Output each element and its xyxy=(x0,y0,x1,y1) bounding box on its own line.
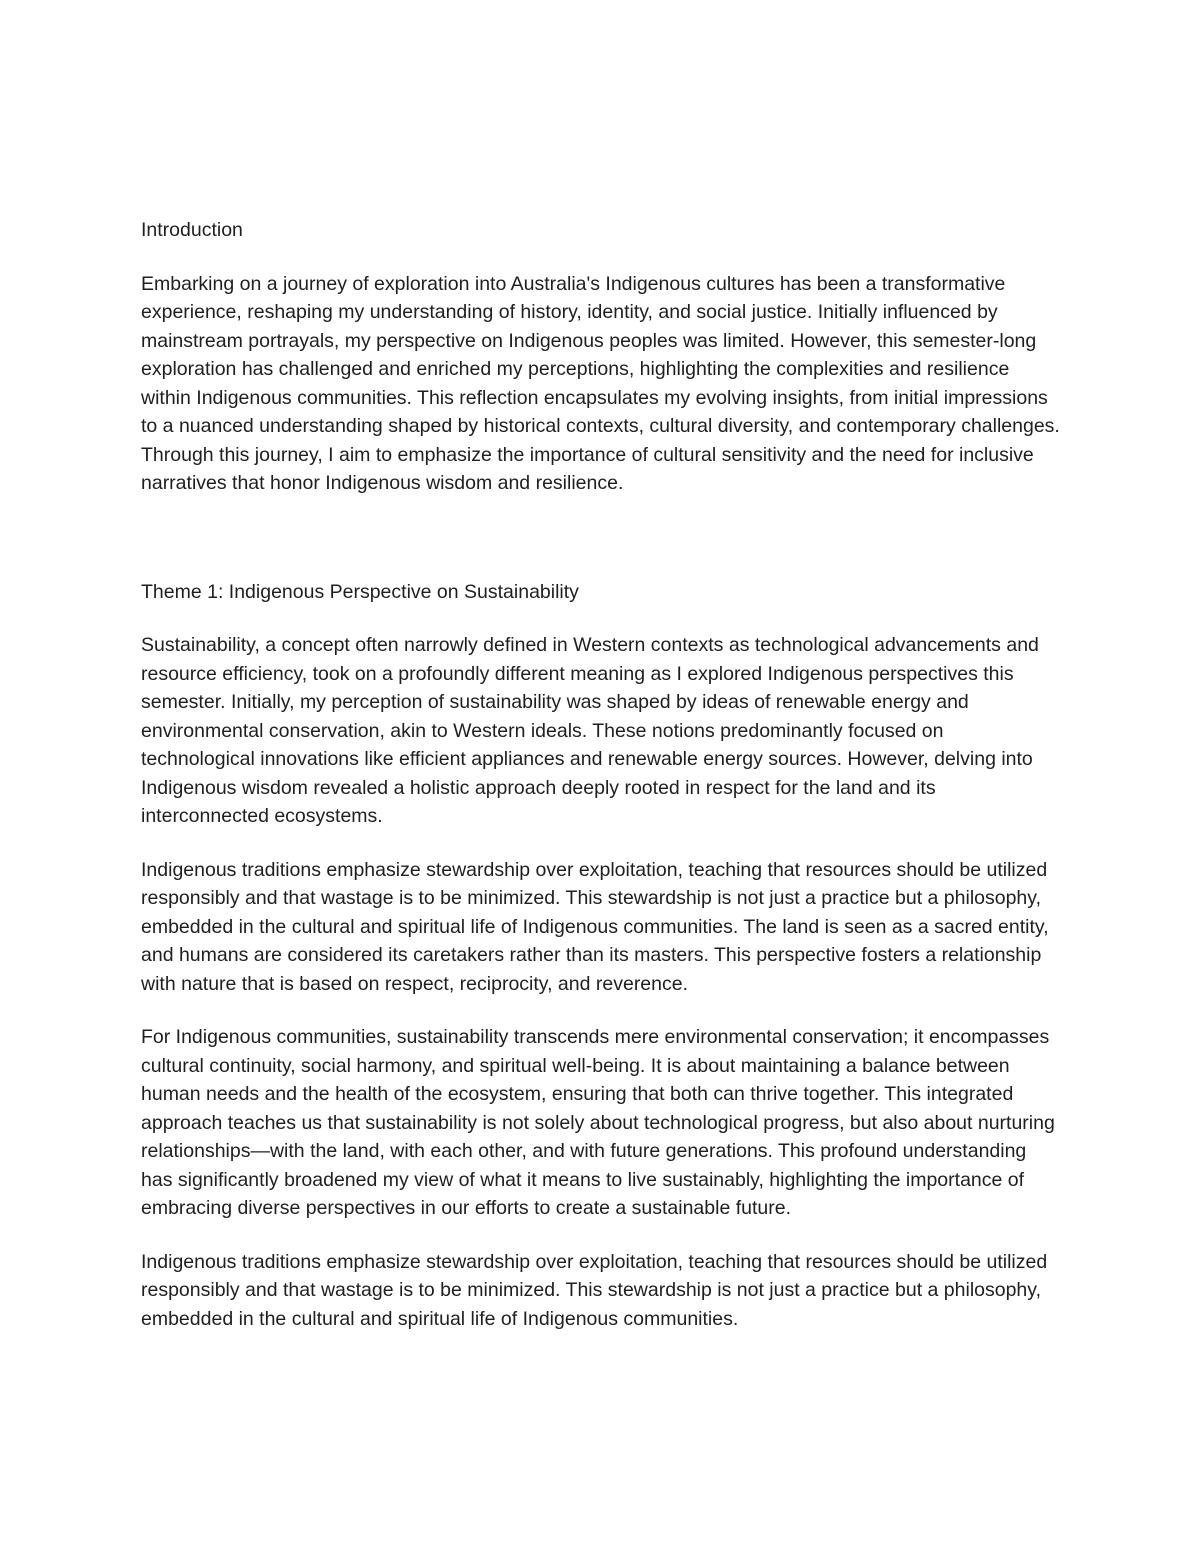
theme1-heading: Theme 1: Indigenous Perspective on Sustainability xyxy=(141,580,579,603)
theme1-paragraph-1: Sustainability, a concept often narrowly defined in Western contexts as technological advancements and resource efficiency, took on a profoundly different meaning as I explored Indigenous perspectives this semester. Initially, my perception of sustainability was shaped by ideas of renewable energy and environmental conservation, akin to Western ideals. These notions predominantly focused on technological innovations like efficient appliances and renewable energy sources. However, delving into Indigenous wisdom revealed a holistic approach deeply rooted in respect for the land and its interconnected ecosystems. xyxy=(141,634,1039,827)
theme1-paragraph-4: Indigenous traditions emphasize stewardship over exploitation, teaching that resources should be utilized responsibly and that wastage is to be minimized. This stewardship is not just a practice but a philosophy, embedded in the cultural and spiritual life of Indigenous communities. xyxy=(141,1250,1048,1330)
theme1-paragraph-2: Indigenous traditions emphasize stewardship over exploitation, teaching that resources should be utilized responsibly and that wastage is to be minimized. This stewardship is not just a practice but a philosophy, embedded in the cultural and spiritual life of Indigenous communities. The land is seen as a sacred entity, and humans are considered its caretakers rather than its masters. This perspective fosters a relationship with nature that is based on respect, reciprocity, and reverence. xyxy=(141,858,1049,995)
spacer xyxy=(141,998,1061,1023)
spacer xyxy=(141,606,1061,631)
intro-paragraph: Embarking on a journey of exploration into Australia's Indigenous cultures has been a transformative experience, reshaping my understanding of history, identity, and social justice. Initially influenced by mainstream portrayals, my perspective on Indigenous peoples was limited. However, this semester-long exploration has challenged and enriched my perceptions, highlighting the complexities and resilience within Indigenous communities. This reflection encapsulates my evolving insights, from initial impressions to a nuanced understanding shaped by historical contexts, cultural diversity, and contemporary challenges. Through this journey, I aim to emphasize the importance of cultural sensitivity and the need for inclusive narratives that honor Indigenous wisdom and resilience. xyxy=(141,272,1060,494)
document-page xyxy=(141,216,1061,1333)
spacer xyxy=(141,1223,1061,1248)
spacer xyxy=(141,245,1061,270)
spacer xyxy=(141,498,1061,578)
intro-heading: Introduction xyxy=(141,219,243,241)
spacer xyxy=(141,831,1061,856)
theme1-paragraph-3: For Indigenous communities, sustainability transcends mere environmental conservation; it encompasses cultural continuity, social harmony, and spiritual well-being. It is about maintaining a balance between human needs and the health of the ecosystem, ensuring that both can thrive together. This integrated approach teaches us that sustainability is not solely about technological progress, but also about nurturing relationships—with the land, with each other, and with future generations. This profound understanding has significantly broadened my view of what it means to live sustainably, highlighting the importance of embracing diverse perspectives in our efforts to create a sustainable future. xyxy=(141,1026,1055,1219)
